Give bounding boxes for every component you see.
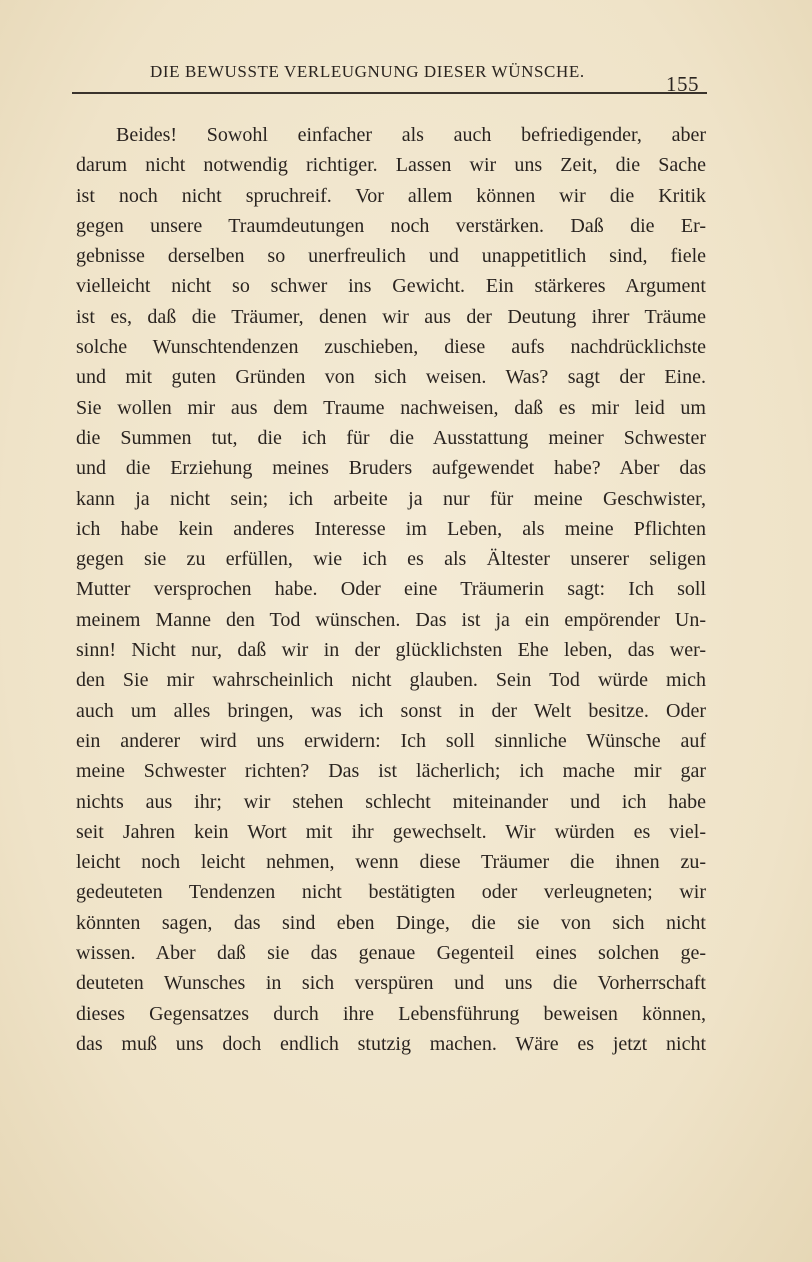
text-line: meinem Manne den Tod wünschen. Das ist ja ein empörender Un- — [76, 608, 706, 631]
text-line: gegen sie zu erfüllen, wie ich es als Ältester unserer seligen — [76, 548, 706, 571]
text-line: sinn! Nicht nur, daß wir in der glücklichsten Ehe leben, das wer- — [76, 639, 706, 662]
text-line: den Sie mir wahrscheinlich nicht glauben. Sein Tod würde mich — [76, 669, 706, 692]
text-line: Mutter versprochen habe. Oder eine Träumerin sagt: Ich soll — [76, 578, 706, 601]
header-rule — [72, 92, 707, 94]
text-line: kann ja nicht sein; ich arbeite ja nur für meine Geschwister, — [76, 487, 706, 510]
text-line: könnten sagen, das sind eben Dinge, die sie von sich nicht — [76, 911, 706, 934]
text-line: ein anderer wird uns erwidern: Ich soll sinnliche Wünsche auf — [76, 729, 706, 752]
text-line: leicht noch leicht nehmen, wenn diese Träumer die ihnen zu- — [76, 851, 706, 874]
text-line: seit Jahren kein Wort mit ihr gewechselt. Wir würden es viel- — [76, 820, 706, 843]
body-text — [76, 120, 706, 1059]
text-line: gedeuteten Tendenzen nicht bestätigten oder verleugneten; wir — [76, 881, 706, 904]
text-line: die Summen tut, die ich für die Ausstattung meiner Schwester — [76, 426, 706, 449]
text-line: darum nicht notwendig richtiger. Lassen wir uns Zeit, die Sache — [76, 154, 706, 177]
text-line: und die Erziehung meines Bruders aufgewendet habe? Aber das — [76, 457, 706, 480]
text-line: Beides! Sowohl einfacher als auch befriedigender, aber — [116, 124, 706, 146]
text-line: und mit guten Gründen von sich weisen. Was? sagt der Eine. — [76, 366, 706, 389]
text-line: auch um alles bringen, was ich sonst in der Welt besitze. Oder — [76, 699, 706, 722]
text-line: ist es, daß die Träumer, denen wir aus der Deutung ihrer Träume — [76, 305, 706, 328]
text-line: gebnisse derselben so unerfreulich und unappetitlich sind, fiele — [76, 245, 706, 268]
text-line: ist noch nicht spruchreif. Vor allem können wir die Kritik — [76, 184, 706, 207]
text-line: nichts aus ihr; wir stehen schlecht miteinander und ich habe — [76, 790, 706, 813]
text-line: ich habe kein anderes Interesse im Leben, als meine Pflichten — [76, 517, 706, 540]
text-line: Sie wollen mir aus dem Traume nachweisen, daß es mir leid um — [76, 396, 706, 419]
running-head: DIE BEWUSSTE VERLEUGNUNG DIESER WÜNSCHE. — [150, 62, 585, 81]
text-line: solche Wunschtendenzen zuschieben, diese aufs nachdrücklichste — [76, 336, 706, 359]
text-line: vielleicht nicht so schwer ins Gewicht. Ein stärkeres Argument — [76, 275, 706, 298]
text-line: das muß uns doch endlich stutzig machen. Wäre es jetzt nicht — [76, 1032, 706, 1055]
page-number: 155 — [666, 72, 699, 96]
text-line: wissen. Aber daß sie das genaue Gegenteil eines solchen ge- — [76, 942, 706, 965]
text-line: meine Schwester richten? Das ist lächerlich; ich mache mir gar — [76, 760, 706, 783]
text-line: dieses Gegensatzes durch ihre Lebensführung beweisen können, — [76, 1002, 706, 1025]
text-line: deuteten Wunsches in sich verspüren und uns die Vorherrschaft — [76, 972, 706, 995]
text-line: gegen unsere Traumdeutungen noch verstärken. Daß die Er- — [76, 214, 706, 237]
